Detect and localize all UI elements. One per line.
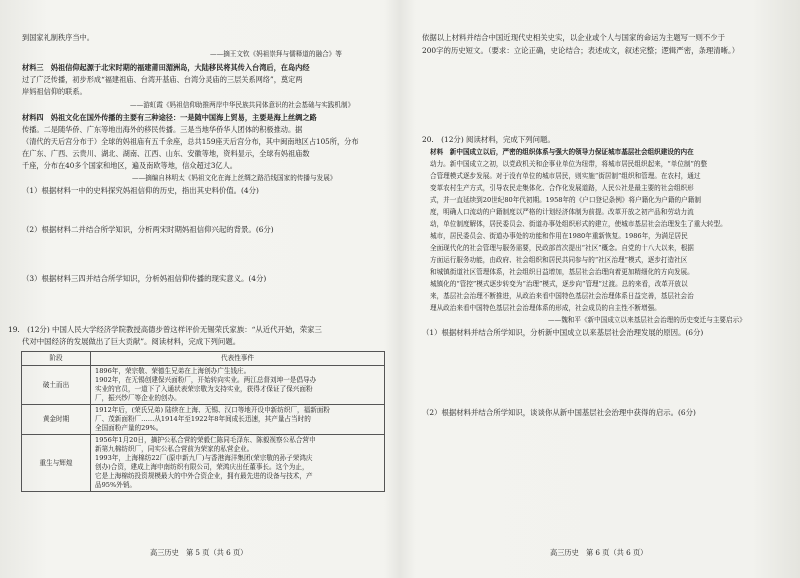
page-footer: 高三历史 第 6 页（共 6 页） [550, 548, 648, 557]
question-20-1: （1）根据材料并结合所学知识，分析新中国成立以来基层社会治理发展的原因。(6分) [422, 328, 704, 337]
material-text: 动，单位制度解体，居民委员会、街道办事处组织形式的建立，使城市基层社会治理发生了重大转型。 [430, 220, 727, 228]
question-18-1: （1）根据材料一中的史料探究妈祖信仰的历史，指出其史料价值。(4分) [22, 186, 259, 195]
event-line: 1956年1月20日，摘护公私合营的荣毅仁陈同毛泽东、陈毅视察公私合营申 [95, 436, 316, 444]
question-20-2: （2）根据材料并结合所学知识，谈谈你从新中国基层社会治理中获得的启示。(6分) [422, 408, 696, 417]
event-line: 1912年后，(荣氏兄弟) 陆续在上海、无锡、汉口等地开设申新纺织厂，福新面粉 [95, 406, 331, 414]
material-text: 来，基层社会治理不断推进，从政治来看中国特色基层社会治理体系日益完善，基层社会治 [430, 292, 694, 300]
material-text: 全面现代化的社会管理与服务需要，民政部首次提出“社区”概念。自党的十八大以来，根据 [430, 244, 694, 252]
source-citation: ——游虹霞《妈祖信仰助推两岸中华民族共同体意识的社会基础与实践机制》 [130, 101, 355, 109]
text-line: 在广东、广西、云贵川、湖北、湖南、江西、山东、安徽等地，资料显示，全球有妈祖庙数 [22, 149, 310, 158]
event-line: 厂，振兴纱厂等企业的创办。 [95, 394, 181, 402]
stage-cell: 黄金时期 [22, 405, 91, 435]
question-18-2: （2）根据材料二并结合所学知识，分析两宋时期妈祖信仰兴起的背景。(6分) [22, 225, 274, 234]
event-line: 1993年，上海棉纺22厂(原申新九厂)与香港海洋集团(荣宗敬的孙子荣鸿庆 [95, 454, 313, 462]
stage-cell: 破土而出 [22, 366, 91, 405]
exam-page-6 [400, 0, 800, 578]
material-text: 合管理模式逐步发展。对于没有单位的城市居民，则实施“街居制”组织和管理。在农村，通过 [430, 172, 701, 180]
events-cell [91, 366, 385, 405]
column-header: 代表性事件 [91, 352, 385, 366]
column-header: 阶段 [22, 352, 91, 366]
event-line: 创办)合资，建成上海申南纺织有限公司，荣鸿庆出任董事长。这个为止， [95, 463, 309, 471]
table-header-row [22, 352, 385, 366]
text-line: （清代的天后宫分布于）全球的妈祖庙有五千余座，总共159座天后宫分布，其中闽南地区占105所，分布 [22, 137, 359, 146]
material-text: 和城镇街道社区管理体系，社会组织日益增加，基层社会治理向着更加精细化的方向发展。 [430, 268, 694, 276]
text-line: 千座，分布在40多个国家和地区，遍及南欧等地，信众超过3亿人。 [22, 161, 237, 170]
material-text: 方面运行服务功能，由政府、社会组织和居民共同参与的“社区治理”模式，逐步打造社区 [430, 256, 688, 264]
question-20-header: 20. (12分) 阅读材料，完成下列问题。 [422, 135, 555, 144]
material-text: 式，并一直延续到20世纪80年代初期。1958年的《户口登记条例》将户籍化为户籍的户籍制 [430, 196, 701, 204]
essay-prompt: 依据以上材料并结合中国近现代史相关史实，以企业或个人与国家的命运为主题写一则不少于 [422, 33, 726, 42]
question-18-3: （3）根据材料三四并结合所学知识，分析妈祖信仰传播的现实意义。(4分) [22, 274, 267, 283]
question-19-stem: 代对中国经济的发展做出了巨大贡献”。阅读材料，完成下列问题。 [22, 337, 241, 346]
source-citation: ——摘编自林明太《妈祖文化在海上丝绸之路沿线国家的传播与发展》 [132, 174, 337, 182]
event-line: 它是上海棉纺投资规模最大的中外合资企业，拥有最先进的设备与技术，产 [95, 472, 313, 480]
material-text: 度，明确人口流动的户籍制度以严格的计划经济体制为前提。改革开放之初产品和劳动力流 [430, 208, 694, 216]
material-text: 城市，居民委员会、街道办事处的功能和作用在1980年重新恢复。1986年，为满足居民 [430, 232, 688, 240]
text-line: 传播。二是随华侨、广东等地出海外的移民传播。三是当地华侨华人团体的积极推动。据 [22, 125, 303, 134]
material-text: 动力。新中国成立之初，以党政机关和企事业单位为纽带，将城市居民组织起来，“单位制”的整 [430, 160, 708, 168]
event-line: 1902年，在无锡创建保兴面粉厂，开始转向实业。两江总督刘坤一是倡导办 [95, 376, 317, 384]
event-line: 1896年，荣宗敬、荣德生兄弟在上海创办广生钱庄。 [95, 367, 251, 375]
event-line: 实业的官员，一道下了入通状表荣宗敬为支持实业，获得才保证了保兴面粉 [95, 385, 313, 393]
event-line: 厂、茂新面粉厂……从1914年至1922年8年间成长迅速，其产量占当时的 [95, 415, 311, 423]
question-19-stem: 19. (12分) 中国人民大学经济学院教授高德步曾这样评价无锡荣氏家族：“从近代开始，荣家三 [8, 325, 322, 334]
text-line: 岸妈祖信仰的联系。 [22, 87, 87, 96]
text-line: 过了广泛传播，初步形成“福建祖庙、台湾开基庙、台湾分灵庙的三层关系网络”，奠定两 [22, 75, 303, 84]
rong-family-events-table [21, 351, 385, 492]
event-line: 全国面粉产量的29%。 [95, 424, 163, 432]
source-citation: ——摘王文钦《妈祖崇拜与儒释道的融合》等 [210, 50, 342, 58]
material-text: 材料 新中国成立以后，严密的组织体系与强大的领导力保证城市基层社会组织建设的内在 [430, 148, 694, 156]
material-four-text: 材料四 妈祖文化在国外传播的主要有三种途径：一是随中国海上贸易，主要是海上丝绸之路 [22, 113, 317, 122]
material-text: 城镇化的“管控”模式逐步转变为“治理”模式，逐步向“管理”过渡。总的来看，改革开放以 [430, 280, 688, 288]
table-row [22, 366, 385, 405]
source-citation: ——魏和平《新中国成立以来基层社会治理的历史变迁与主要启示》 [548, 316, 746, 324]
stage-cell: 重生与辉煌 [22, 435, 91, 492]
table-row [22, 435, 385, 492]
material-three-text: 材料三 妈祖信仰起源于北宋时期的福建莆田湄洲岛，大陆移民将其传入台湾后，在岛内经 [22, 63, 310, 72]
material-text: 变革农村生产方式，引导农民走集体化、合作化发展道路，人民公社是最主要的社会组织形 [430, 184, 694, 192]
events-cell [91, 435, 385, 492]
page-footer: 高三历史 第 5 页（共 6 页） [150, 548, 248, 557]
text-line: 到国家礼制秩序当中。 [22, 33, 94, 42]
material-text: 理从政治来看中国特色基层社会治理体系的形成，社会成员的自主性不断增强。 [430, 304, 661, 312]
events-cell [91, 405, 385, 435]
essay-prompt: 200字的历史短文。（要求：立论正确，史论结合；表述成文，叙述完整；逻辑严密，条理清晰。） [422, 46, 740, 55]
event-line: 新第九棉纺织厂，同实公私合营前为荣家的私营企业。 [95, 445, 254, 453]
table-row [22, 405, 385, 435]
event-line: 品95%外销。 [95, 481, 137, 489]
